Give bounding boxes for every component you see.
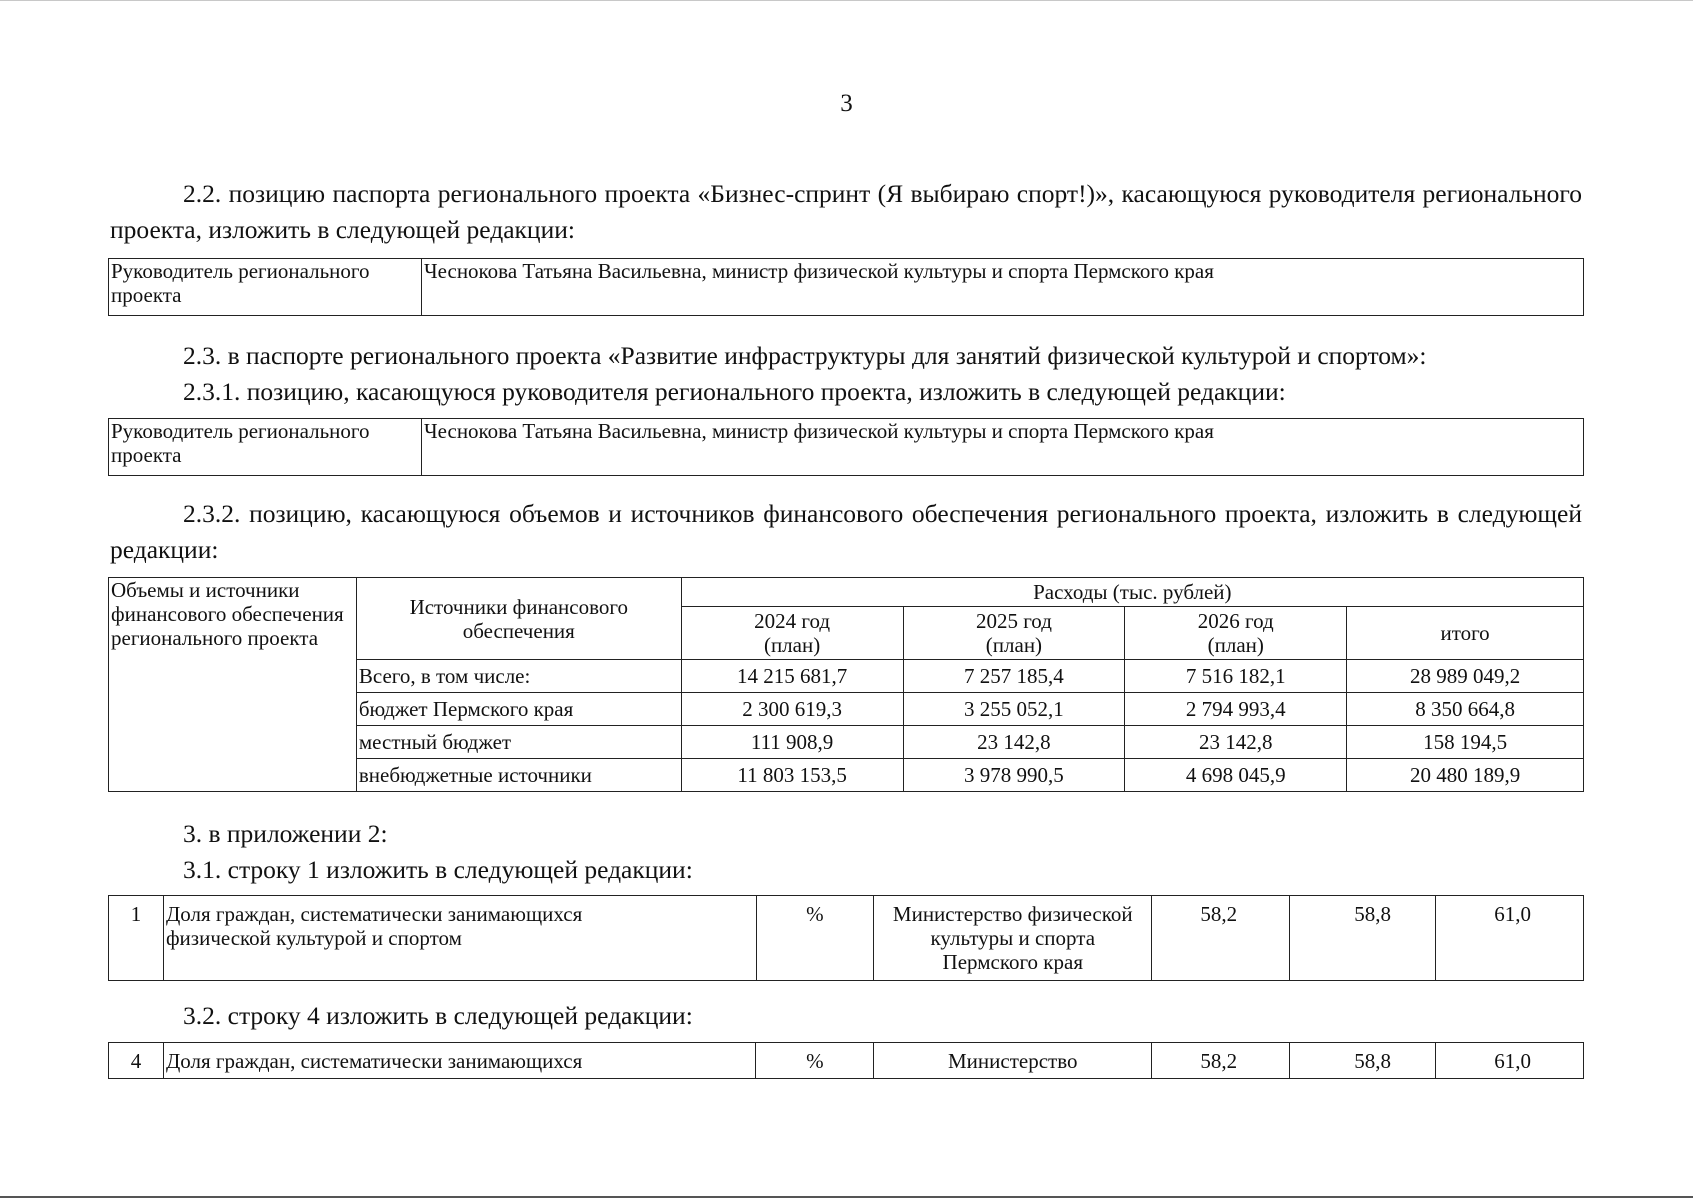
paragraph-2-3-2: 2.3.2. позицию, касающуюся объемов и источников финансового обеспечения регионального проекта, изложить в следующей редакции: — [110, 499, 1582, 564]
value-cell: 111 908,9 — [681, 726, 903, 759]
value-cell: 7 516 182,1 — [1125, 660, 1347, 693]
indicator-responsible: Министерство — [874, 1043, 1152, 1079]
value-cell: 20 480 189,9 — [1347, 759, 1584, 792]
column-note: (план) — [985, 633, 1043, 657]
column-header-2025 — [903, 607, 1125, 660]
column-note: (план) — [1207, 633, 1264, 657]
value-cell: 2 300 619,3 — [681, 693, 903, 726]
indicator-table-row-1 — [108, 895, 1584, 981]
indicator-name: Доля граждан, систематически занимающихся — [163, 1043, 755, 1079]
paragraph-3-1: 3.1. строку 1 изложить в следующей редакции: — [183, 855, 693, 884]
value-cell: 23 142,8 — [903, 726, 1125, 759]
leader-table-2 — [108, 418, 1584, 476]
column-note: (план) — [763, 633, 821, 657]
expenses-header: Расходы (тыс. рублей) — [681, 578, 1583, 607]
indicator-value: 61,0 — [1436, 896, 1584, 981]
source-name: бюджет Пермского края — [356, 693, 681, 726]
leader-table-1 — [108, 258, 1584, 316]
page-bottom-edge — [0, 1196, 1693, 1198]
column-year: 2024 год — [754, 609, 831, 633]
paragraph-3-2: 3.2. строку 4 изложить в следующей редакции: — [183, 1001, 693, 1030]
indicator-value: 58,2 — [1152, 896, 1290, 981]
paragraph-2-3: 2.3. в паспорте регионального проекта «Развитие инфраструктуры для занятий физической культурой и спортом»: — [183, 341, 1427, 370]
paragraph-3: 3. в приложении 2: — [183, 819, 388, 848]
column-year: 2025 год — [975, 609, 1052, 633]
indicator-unit: % — [756, 1043, 874, 1079]
value-cell: 3 978 990,5 — [903, 759, 1125, 792]
column-year: итого — [1440, 621, 1490, 645]
value-cell: 11 803 153,5 — [681, 759, 903, 792]
column-header-2026 — [1125, 607, 1347, 660]
value-cell: 2 794 993,4 — [1125, 693, 1347, 726]
indicator-value: 58,8 — [1290, 896, 1436, 981]
value-cell: 7 257 185,4 — [903, 660, 1125, 693]
finance-row-label: Объемы и источники финансового обеспечения регионального проекта — [109, 578, 357, 792]
leader-value: Чеснокова Татьяна Васильевна, министр физической культуры и спорта Пермского края — [422, 419, 1584, 476]
value-cell: 23 142,8 — [1125, 726, 1347, 759]
source-name: местный бюджет — [356, 726, 681, 759]
row-number: 1 — [109, 896, 164, 981]
source-name: внебюджетные источники — [356, 759, 681, 792]
table-row — [109, 1043, 1584, 1079]
value-cell: 3 255 052,1 — [903, 693, 1125, 726]
leader-label: Руководитель регионального проекта — [109, 419, 422, 476]
column-year: 2026 год — [1197, 609, 1274, 633]
value-cell: 4 698 045,9 — [1125, 759, 1347, 792]
column-header-total — [1347, 607, 1584, 660]
value-cell: 28 989 049,2 — [1347, 660, 1584, 693]
page-top-edge — [0, 0, 1693, 1]
paragraph-2-3-1: 2.3.1. позицию, касающуюся руководителя регионального проекта, изложить в следующей редакции: — [183, 377, 1286, 406]
value-cell: 158 194,5 — [1347, 726, 1584, 759]
sources-header: Источники финансового обеспечения — [356, 578, 681, 660]
indicator-value: 61,0 — [1436, 1043, 1584, 1079]
indicator-name: Доля граждан, систематически занимающихся физической культурой и спортом — [163, 896, 756, 981]
value-cell: 14 215 681,7 — [681, 660, 903, 693]
leader-label: Руководитель регионального проекта — [109, 259, 422, 316]
indicator-unit: % — [756, 896, 874, 981]
row-number: 4 — [109, 1043, 164, 1079]
page-number: 3 — [840, 90, 853, 117]
source-name: Всего, в том числе: — [356, 660, 681, 693]
leader-value: Чеснокова Татьяна Васильевна, министр физической культуры и спорта Пермского края — [422, 259, 1584, 316]
column-header-2024 — [681, 607, 903, 660]
indicator-table-row-4 — [108, 1042, 1584, 1079]
table-row — [109, 896, 1584, 981]
indicator-responsible: Министерство физической культуры и спорта Пермского края — [874, 896, 1152, 981]
paragraph-2-2: 2.2. позицию паспорта регионального проекта «Бизнес-спринт (Я выбираю спорт!)», касающуюся руководителя регионального проекта, изложить в следующей редакции: — [110, 179, 1582, 244]
indicator-value: 58,2 — [1152, 1043, 1290, 1079]
value-cell: 8 350 664,8 — [1347, 693, 1584, 726]
finance-table — [108, 577, 1584, 792]
indicator-value: 58,8 — [1290, 1043, 1436, 1079]
